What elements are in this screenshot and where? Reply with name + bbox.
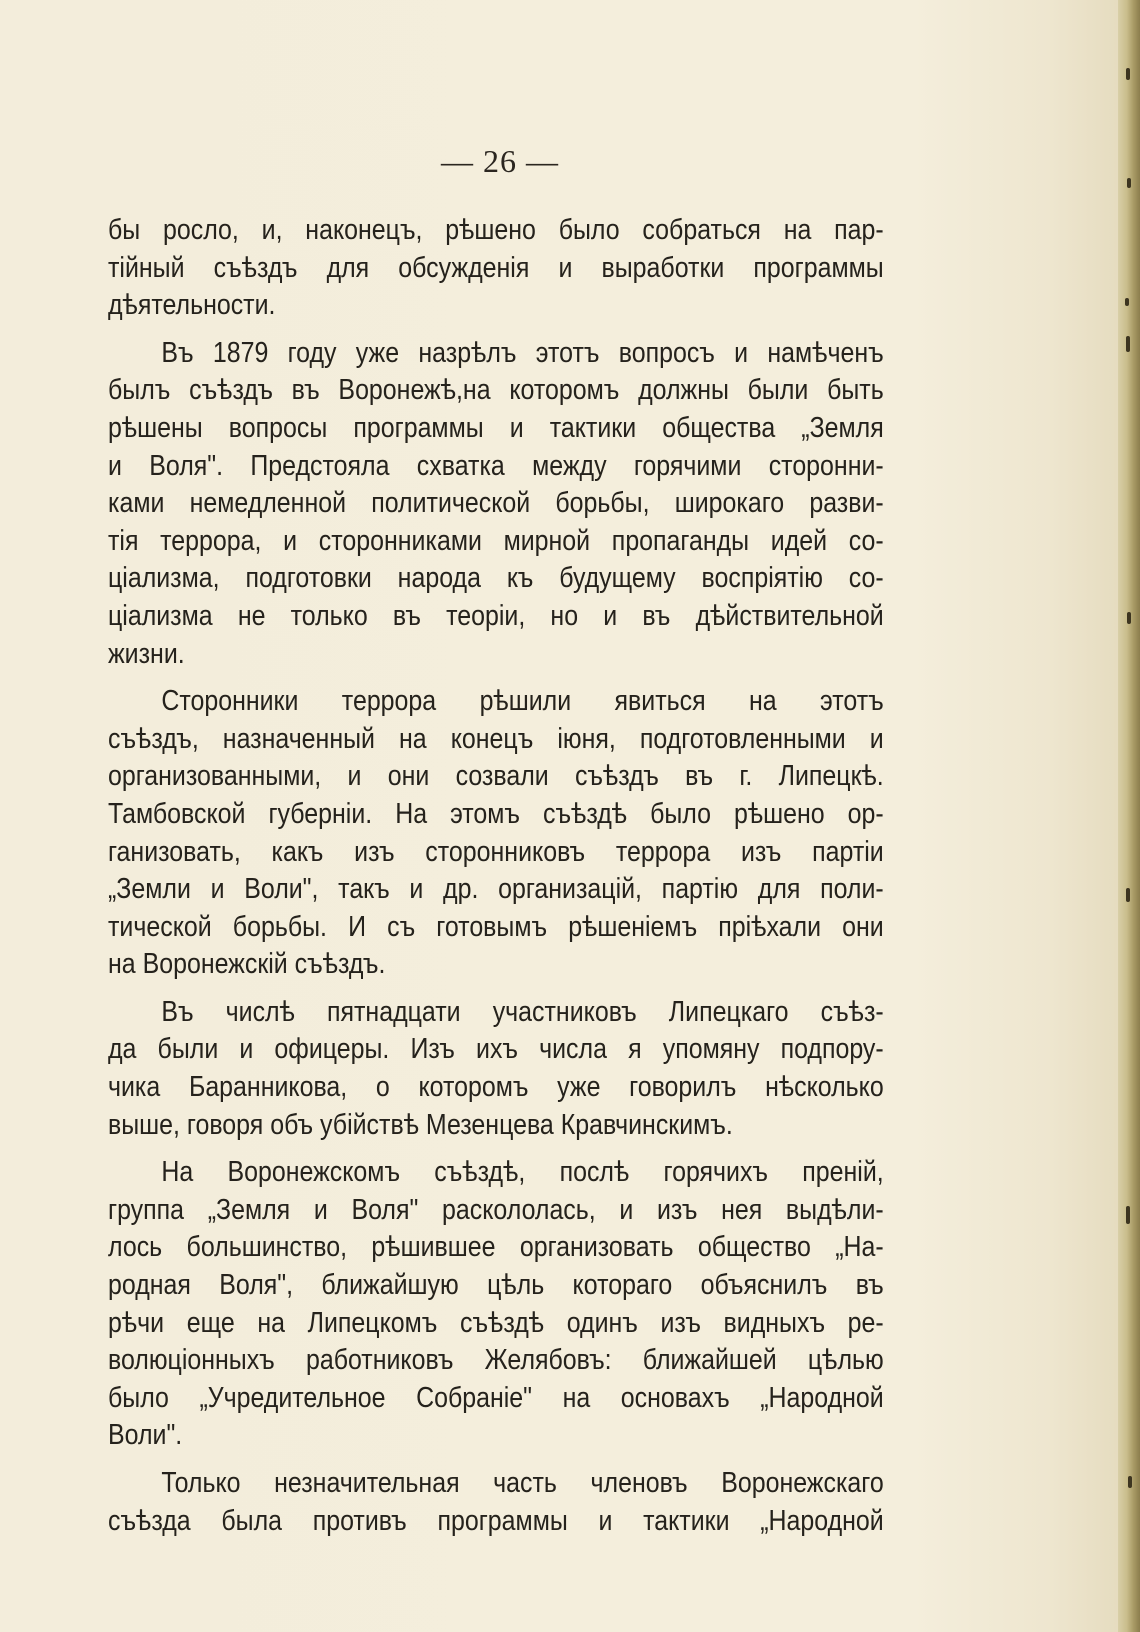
page-number: — 26 — [441, 143, 559, 179]
text-line: Воли". [108, 1419, 183, 1452]
text-line: съѣздъ, назначенный на конецъ іюня, подготовленными и [108, 722, 884, 755]
text-line: Въ числѣ пятнадцати участниковъ Липецкаго съѣз- [161, 995, 884, 1028]
text-line: лось большинство, рѣшившее организовать общество „На- [108, 1231, 884, 1264]
text-line: было „Учредительное Собраніе" на основахъ „Народной [108, 1381, 884, 1414]
book-spine-edge [1118, 0, 1140, 1632]
text-line: былъ съѣздъ въ Воронежѣ,на которомъ должны были быть [108, 374, 884, 407]
text-line: съѣзда была противъ программы и тактики „Народной [108, 1504, 884, 1537]
text-line: На Воронежскомъ съѣздѣ, послѣ горячихъ преній, [161, 1156, 884, 1189]
text-line: Тамбовской губерніи. На этомъ съѣздѣ было рѣшено ор- [108, 797, 884, 830]
paragraph-3 [108, 683, 884, 984]
text-line: рѣшены вопросы программы и тактики общества „Земля [108, 411, 884, 444]
text-line: чика Баранникова, о которомъ уже говорилъ нѣсколько [108, 1071, 884, 1104]
text-line: организованными, и они созвали съѣздъ въ г. Липецкѣ. [108, 760, 884, 793]
text-line: жизни. [108, 637, 185, 670]
text-line: ками немедленной политической борьбы, широкаго разви- [108, 487, 884, 520]
paragraph-6 [108, 1465, 884, 1540]
text-line: и Воля". Предстояла схватка между горячими сторонни- [108, 449, 884, 482]
text-line: Сторонники террора рѣшили явиться на этотъ [161, 685, 884, 718]
text-line: ціализма, подготовки народа къ будущему воспріятію со- [108, 562, 884, 595]
text-line: на Воронежскій съѣздъ. [108, 948, 386, 981]
text-line: бы росло, и, наконецъ, рѣшено было собраться на пар- [108, 214, 884, 246]
paragraph-5 [108, 1154, 884, 1455]
text-line: дѣятельности. [108, 289, 276, 322]
text-line: выше, говоря объ убійствѣ Мезенцева Кравчинскимъ. [108, 1108, 733, 1141]
text-line: да были и офицеры. Изъ ихъ числа я упомяну подпору- [108, 1033, 884, 1066]
text-line: „Земли и Воли", такъ и др. организацій, партію для поли- [108, 873, 884, 906]
paragraph-1 [108, 212, 884, 325]
text-line: Въ 1879 году уже назрѣлъ этотъ вопросъ и намѣченъ [161, 336, 884, 369]
paragraph-4 [108, 994, 884, 1144]
text-line: тійный съѣздъ для обсужденія и выработки программы [108, 251, 884, 284]
paragraph-2 [108, 335, 884, 673]
text-line: родная Воля", ближайшую цѣль котораго объяснилъ въ [108, 1269, 884, 1302]
text-line: Только незначительная часть членовъ Воронежскаго [161, 1467, 884, 1499]
text-line: волюціонныхъ работниковъ Желябовъ: ближайшей цѣлью [108, 1344, 884, 1377]
text-line: тія террора, и сторонниками мирной пропаганды идей со- [108, 524, 884, 557]
text-line: группа „Земля и Воля" раскололась, и изъ нея выдѣли- [108, 1193, 884, 1226]
text-line: тической борьбы. И съ готовымъ рѣшеніемъ пріѣхали они [108, 910, 884, 943]
text-line: ганизовать, какъ изъ сторонниковъ террора изъ партіи [108, 835, 884, 868]
body-text [108, 212, 884, 1540]
text-line: рѣчи еще на Липецкомъ съѣздѣ одинъ изъ видныхъ ре- [108, 1306, 884, 1339]
text-line: ціализма не только въ теоріи, но и въ дѣйствительной [108, 599, 884, 632]
